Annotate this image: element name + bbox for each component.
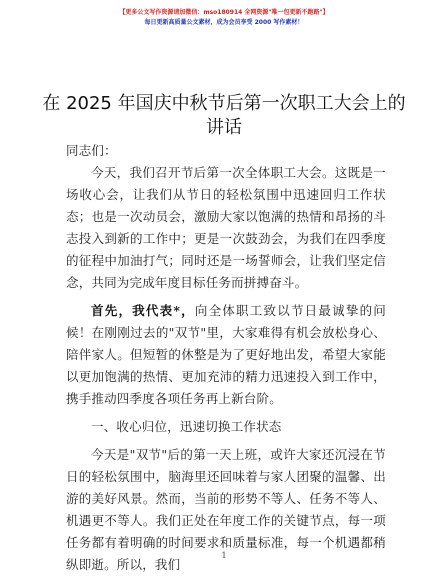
section-heading-1: 一、收心归位，迅速切换工作状态 <box>91 419 282 434</box>
paragraph-2-lead: 首先，我代表*， <box>91 303 195 318</box>
paragraph-3: 今天是"双节"后的第一天上班，或许大家还沉浸在节日的轻松氛围中，脑海里还回味着与家人团聚的温馨、出游的美好风景。然而，当前的形势不等人、任务不等人、机遇更不等人。我们正处在年度工作的关键节点，每一项任务都有着明确的时间要求和质量标准，每一个机遇都稍纵即逝。所以，我们 <box>66 447 386 572</box>
promo-banner <box>0 8 448 28</box>
page-number: 1 <box>221 551 227 560</box>
document-title: 在 2025 年国庆中秋节后第一次职工大会上的讲话 <box>42 93 406 138</box>
paragraph-2 <box>66 300 386 410</box>
document-body <box>66 140 386 576</box>
greeting: 同志们： <box>66 143 117 158</box>
promo-banner-line1: 【更多公文写作资源请加微信：mso180914 全网资源"唯一包更新不跑路"】 <box>119 9 329 16</box>
paragraph-1: 今天，我们召开节后第一次全体职工大会。这既是一场收心会，让我们从节日的轻松氛围中迅速回归工作状态；也是一次动员会，激励大家以饱满的热情和昂扬的斗志投入到新的工作中；更是一次鼓劲会，为我们在四季度的征程中加油打气；同时还是一场誓师会，让我们坚定信念，共同为完成年度目标任务而拼搏奋斗。 <box>66 165 386 290</box>
paragraph-2-text: 向全体职工致以节日最诚挚的问候！在刚刚过去的"双节"里，大家难得有机会放松身心、陪伴家人。但短暂的休整是为了更好地出发，希望大家能以更加饱满的热情、更加充沛的精力迅速投入到工作中，携手推动四季度各项任务再上新台阶。 <box>66 303 386 406</box>
promo-banner-line2: 每日更新高质量公文素材，成为会员享受 2000 写作素材！ <box>144 19 304 26</box>
